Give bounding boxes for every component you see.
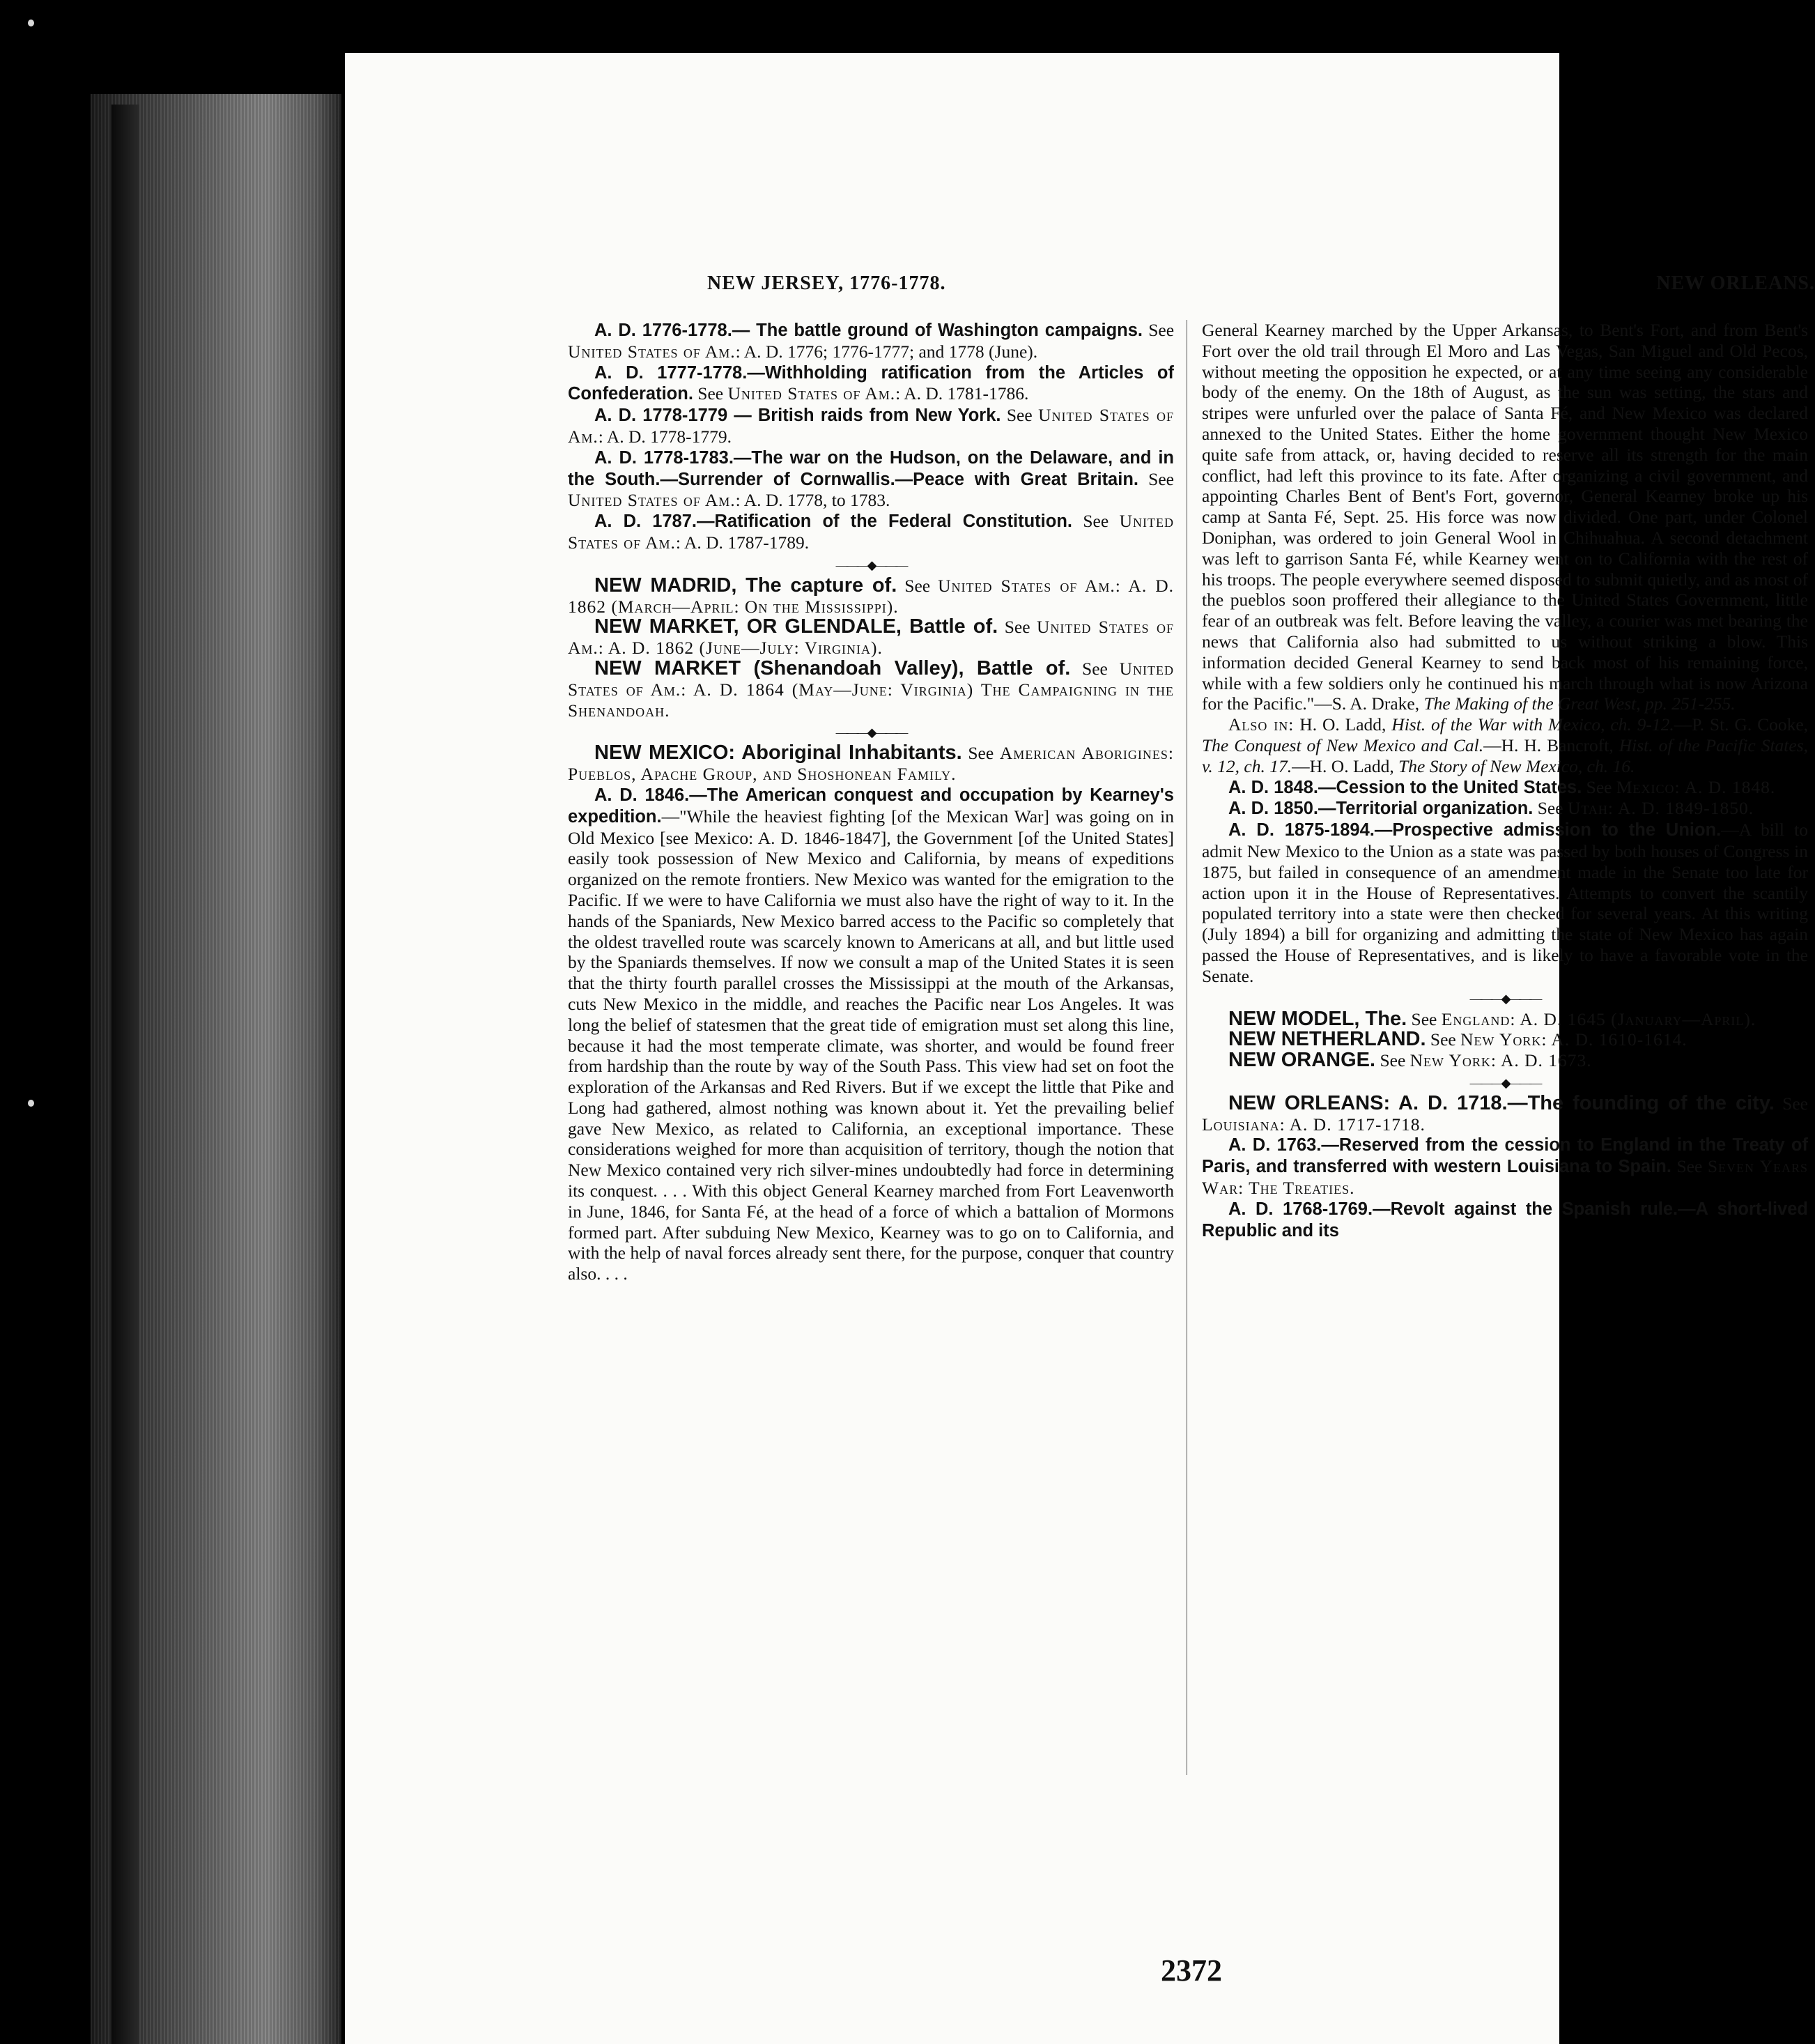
entry-heading: NEW MARKET, OR GLENDALE, Battle of. — [594, 615, 998, 638]
entry-heading: NEW MADRID, The capture of. — [594, 574, 897, 597]
ref-tail: : A. D. 1778-1779. — [598, 426, 732, 447]
entry-1778 — [568, 405, 1174, 447]
entry-1846-continued — [1202, 320, 1808, 714]
entry-heading: NEW ORANGE. — [1228, 1049, 1376, 1072]
see-word: See — [1782, 1093, 1808, 1114]
also-in-label: Also in: — [1228, 714, 1295, 735]
cross-reference: Mexico: A. D. 1848. — [1616, 776, 1776, 797]
entry-heading: NEW ORLEANS: A. D. 1718.—The founding of the city. — [1228, 1091, 1775, 1114]
cross-reference: United States of Am. — [727, 383, 896, 404]
entry-body: —A bill to admit New Mexico to the Union as a state was passed by both houses of Congress in 1875, but failed in consequence of an amendment made in the Senate too late for action upon it in the House of Representatives. Attempts to convert the scantily populated territory into a state were then checked for several years. At this writing (July 1894) a bill for organizing and admitting the state of New Mexico has again passed the House of Representatives, and is likely to have a favorable vote in the Senate. — [1202, 820, 1808, 986]
section-separator — [568, 558, 1174, 573]
entry-heading: A. D. 1776-1778.— The battle ground of Washington campaigns. — [594, 321, 1143, 340]
entry-1776 — [568, 320, 1174, 362]
book-title: The Conquest of New Mexico and Cal. — [1202, 735, 1484, 755]
entry-1846 — [568, 785, 1174, 1284]
entry-new-market-shenandoah — [568, 656, 1174, 721]
cross-reference: United States of Am.: A. D. 1862 (June—July: Virginia). — [568, 617, 1175, 659]
see-word: See — [1537, 798, 1563, 819]
cross-reference: United States of Am. — [568, 405, 1175, 447]
author: —H. H. Bancroft, — [1483, 735, 1614, 755]
entry-new-mexico — [568, 743, 1174, 785]
entry-new-madrid — [568, 576, 1174, 617]
scan-speck — [28, 1100, 34, 1107]
cross-reference: United States of Am. — [568, 341, 736, 362]
see-word: See — [1006, 405, 1033, 426]
right-column — [1202, 320, 1808, 1241]
citation: The Making of the Great West, pp. 251-255. — [1423, 693, 1736, 714]
entry-new-model — [1202, 1009, 1808, 1030]
author: H. O. Ladd, — [1299, 714, 1387, 735]
see-word: See — [1148, 320, 1175, 340]
cross-reference: New York: A. D. 1610-1614. — [1460, 1029, 1687, 1050]
ref-tail: : A. D. 1776; 1776-1777; and 1778 (June). — [735, 341, 1038, 362]
see-word: See — [1082, 658, 1108, 679]
see-word: See — [904, 575, 931, 596]
entry-heading: A. D. 1787.—Ratification of the Federal Constitution. — [594, 512, 1072, 532]
scan-speck — [28, 20, 34, 26]
author: —P. St. G. Cooke, — [1674, 714, 1809, 735]
see-word: See — [1676, 1156, 1703, 1177]
cross-reference: England: A. D. 1645 (January—April). — [1441, 1008, 1756, 1029]
see-word: See — [1380, 1050, 1406, 1071]
entry-heading: NEW MEXICO: Aboriginal Inhabitants. — [594, 741, 962, 764]
entry-heading: A. D. 1846.—The American conquest and occupation by Kearney's expedition. — [568, 785, 1174, 827]
cross-reference: United States of Am.: A. D. 1862 (March—April: On the Mississippi). — [568, 575, 1175, 617]
entry-heading: A. D. 1763.—Reserved from the cession to England in the Treaty of Paris, and transferred with western Louisiana to Spain. — [1202, 1135, 1808, 1177]
entry-body: General Kearney marched by the Upper Arkansas, to Bent's Fort, and from Bent's Fort over the old trail through El Moro and Las Vegas, San Miguel and Old Pecos, without meeting the opposition he expected, or at any time seeing any considerable body of the enemy. On the 18th of August, as the sun was setting, the stars and stripes were unfurled over the palace of Santa Fé, and New Mexico was declared annexed to the United States. Either the home government thought New Mexico quite safe from attack, or, having decided to reserve all its strength for the main conflict, had left this province to its fate. After organizing a civil government, and appointing Charles Bent of Bent's Fort, governor, General Kearney broke up his camp at Santa Fé, Sept. 25. His force was now divided. One part, under Colonel Doniphan, was ordered to join General Wool in Chihuahua. A second detachment was left to garrison Santa Fé, while Kearney went on to California with the rest of his troops. The people everywhere seemed disposed to submit quietly, and as most of the pueblos soon proffered their allegiance to the United States Government, little fear of an outbreak was felt. Before leaving the valley, a courier was met bearing the news that California also had submitted to us without striking a blow. This information decided General Kearney to send back most of his remaining force, while with a few soldiers only he continued his march through what is now Arizona for the Pacific."—S. A. Drake, — [1202, 320, 1808, 714]
cross-reference: Louisiana: A. D. 1717-1718. — [1202, 1114, 1426, 1135]
cross-reference: United States of Am. — [568, 490, 736, 511]
section-separator — [568, 725, 1174, 740]
cross-reference: Seven Years War: The Treaties. — [1202, 1156, 1808, 1199]
book-title: Hist. of the Pacific States, v. 12, ch. 17. — [1202, 735, 1808, 776]
entry-heading: A. D. 1778-1779 — British raids from New York. — [594, 406, 1001, 426]
entry-1850 — [1202, 798, 1808, 820]
cross-reference: New York: A. D. 1673. — [1409, 1050, 1592, 1071]
ref-tail: : A. D. 1778, to 1783. — [735, 490, 890, 511]
left-column — [568, 320, 1174, 1284]
ref-tail: : A. D. 1787-1789. — [675, 532, 810, 553]
also-in — [1202, 714, 1808, 776]
page-number: 2372 — [1161, 1953, 1222, 1988]
book-title: Hist. of the War with Mexico, ch. 9-12. — [1391, 714, 1674, 735]
book-title: The Story of New Mexico, ch. 16. — [1398, 755, 1635, 776]
see-word: See — [968, 743, 994, 764]
entry-new-market-glendale — [568, 617, 1174, 659]
entry-1848 — [1202, 777, 1808, 799]
running-header — [568, 272, 1815, 300]
entry-heading: A. D. 1778-1783.—The war on the Hudson, on the Delaware, and in the South.—Surrender of Cornwallis.—Peace with Great Britain. — [568, 447, 1174, 489]
encyclopedia-page — [568, 215, 1815, 2006]
entry-new-netherland — [1202, 1029, 1808, 1050]
section-separator — [1202, 1075, 1808, 1091]
entry-1763 — [1202, 1135, 1808, 1198]
entry-1787 — [568, 511, 1174, 553]
entry-heading: A. D. 1850.—Territorial organization. — [1228, 799, 1534, 819]
see-word: See — [1586, 776, 1612, 797]
entry-1875 — [1202, 820, 1808, 986]
cross-reference: United States of Am.: A. D. 1864 (May—June: Virginia) The Campaigning in the Shenandoah. — [568, 658, 1174, 721]
entry-heading: NEW MARKET (Shenandoah Valley), Battle of. — [594, 656, 1071, 679]
header-right: NEW ORLEANS. — [1656, 272, 1815, 294]
entry-1778-1783 — [568, 447, 1174, 511]
see-word: See — [1083, 511, 1109, 532]
entry-heading: A. D. 1848.—Cession to the United States. — [1228, 777, 1582, 797]
section-separator — [1202, 991, 1808, 1006]
author: —H. O. Ladd, — [1292, 755, 1394, 776]
entry-new-orange — [1202, 1050, 1808, 1071]
cross-reference: Utah: A. D. 1849-1850. — [1567, 798, 1754, 819]
page-paper — [345, 53, 1815, 2044]
entry-heading: NEW MODEL, The. — [1228, 1007, 1407, 1030]
entry-body: —"While the heaviest fighting [of the Mexican War] was going on in Old Mexico [see Mexico: A. D. 1846-1847], the Government [of the United States] easily took possession of New Mexico and California, by means of expeditions organized on the remote frontiers. New Mexico was wanted for the emigration to the Pacific. If we were to have California we must also have the right of way to it. In the hands of the Spaniards, New Mexico barred access to the Pacific so completely that the oldest travelled route was scarcely known to Americans at all, and but little used by the Spaniards themselves. If now we consult a map of the United States it is seen that the thirty fourth parallel crosses the Mississippi at the mouth of the Arkansas, cuts New Mexico in the middle, and reaches the Pacific near Los Angeles. It was long the belief of statesmen that the great tide of emigration must set along this line, because it had the most temperate climate, was shorter, and would be found freer from hardship than the route by way of the South Pass. This view had set on foot the exploration of the Arkansas and Red Rivers. But if we except the little that Pike and Long had gathered, almost nothing was known about it. Yet the prevailing belief gave New Mexico, as related to California, an exceptional importance. These considerations weighed for more than acquisition of territory, though the notion that New Mexico contained very rich silver-mines undoubtedly had force in determining its conquest. . . . With this object General Kearney marched from Fort Leavenworth in June, 1846, for Santa Fé, at the head of a force of which a battalion of Mormons formed part. After subduing New Mexico, Kearney was to go on to California, and with the help of naval forces already sent there, for the purpose, conquer that country also. . . . — [568, 806, 1174, 1284]
entry-heading: NEW NETHERLAND. — [1228, 1028, 1426, 1051]
entry-heading: A. D. 1777-1778.—Withholding ratification from the Articles of Confederation. — [568, 362, 1174, 404]
see-word: See — [1148, 468, 1174, 489]
entry-1768 — [1202, 1199, 1808, 1242]
ref-tail: : A. D. 1781-1786. — [895, 383, 1029, 404]
cross-reference: United States of Am. — [568, 511, 1174, 553]
see-word: See — [1411, 1008, 1437, 1029]
header-left: NEW JERSEY, 1776-1778. — [707, 272, 946, 294]
see-word: See — [697, 383, 724, 404]
entry-heading: A. D. 1875-1894.—Prospective admission to the Union. — [1228, 820, 1722, 840]
entry-1777 — [568, 362, 1174, 406]
cross-reference: American Aborigines: Pueblos, Apache Group, and Shoshonean Family. — [568, 743, 1174, 785]
binding-shadow — [111, 105, 139, 2044]
entry-heading: A. D. 1768-1769.—Revolt against the Spanish rule.—A short-lived Republic and its — [1202, 1199, 1808, 1240]
entry-new-orleans — [1202, 1093, 1808, 1135]
see-word: See — [1004, 617, 1030, 638]
see-word: See — [1430, 1029, 1456, 1050]
